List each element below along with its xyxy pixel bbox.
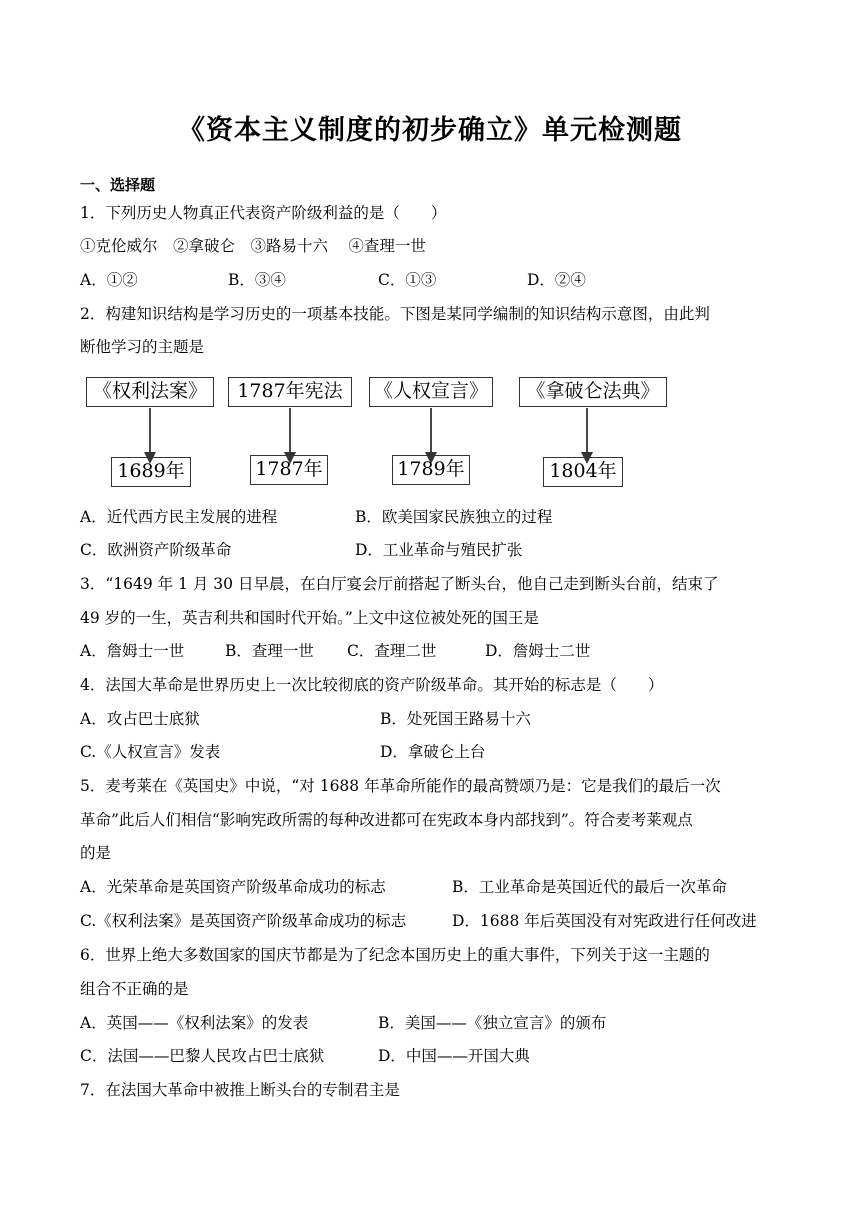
question-6-option-c: C．法国——巴黎人民攻占巴士底狱 [80, 1047, 325, 1065]
question-3-option-c: C．查理二世 [347, 642, 437, 660]
question-6-option-b: B．美国——《独立宣言》的颁布 [378, 1014, 607, 1032]
question-1-option-a: A．①② [80, 271, 138, 289]
arrow-down-icon [580, 408, 594, 464]
question-2-stem-line-2: 断他学习的主题是 [80, 338, 205, 356]
question-1-option-d: D．②④ [527, 271, 586, 289]
section-heading: 一、选择题 [80, 176, 156, 194]
page-title: 《资本主义制度的初步确立》单元检测题 [178, 115, 682, 146]
question-3-option-d: D．詹姆士二世 [485, 642, 591, 660]
question-6-stem-line-1: 6．世界上绝大多数国家的国庆节都是为了纪念本国历史上的重大事件，下列关于这一主题的 [80, 946, 710, 964]
question-4-stem: 4．法国大革命是世界历史上一次比较彻底的资产阶级革命。其开始的标志是（ ） [80, 676, 664, 694]
question-2-option-b: B．欧美国家民族独立的过程 [355, 508, 553, 526]
question-2-option-d: D．工业革命与殖民扩张 [355, 541, 523, 559]
diagram-year-1789: 1789年 [392, 455, 470, 485]
question-6-stem-line-2: 组合不正确的是 [80, 980, 189, 998]
question-5-option-c: C.《权利法案》是英国资产阶级革命成功的标志 [80, 912, 407, 930]
question-5-stem-line-3: 的是 [80, 844, 112, 862]
question-3-stem-line-2: 49 岁的一生，英吉利共和国时代开始。”上文中这位被处死的国王是 [80, 609, 539, 627]
question-5-stem-line-1: 5．麦考莱在《英国史》中说，“对 1688 年革命所能作的最高赞颂乃是：它是我们的最后一次 [80, 777, 721, 795]
question-3-option-b: B．查理一世 [225, 642, 314, 660]
question-1-option-c: C．①③ [378, 271, 437, 289]
question-1-stem: 1．下列历史人物真正代表资产阶级利益的是（ ） [80, 204, 447, 222]
question-5-stem-line-2: 革命”此后人们相信“影响宪政所需的每种改进都可在宪政本身内部找到”。符合麦考莱观点 [80, 811, 693, 829]
diagram-year-1689: 1689年 [111, 457, 191, 487]
question-6-option-d: D．中国——开国大典 [378, 1047, 530, 1065]
diagram-box-bill-of-rights: 《权利法案》 [86, 377, 214, 407]
arrow-down-icon [143, 408, 157, 464]
question-1-items: ①克伦威尔 ②拿破仑 ③路易十六 ④查理一世 [80, 237, 426, 255]
question-1-option-b: B．③④ [228, 271, 286, 289]
question-2-option-a: A．近代西方民主发展的进程 [80, 508, 278, 526]
question-4-option-c: C.《人权宣言》发表 [80, 743, 221, 761]
question-5-option-d: D．1688 年后英国没有对宪政进行任何改进 [452, 912, 757, 930]
diagram-box-declaration-of-rights: 《人权宣言》 [369, 377, 493, 407]
question-2-option-c: C．欧洲资产阶级革命 [80, 541, 232, 559]
question-4-option-d: D．拿破仑上台 [380, 743, 486, 761]
question-4-option-a: A．攻占巴士底狱 [80, 710, 200, 728]
question-5-option-a: A．光荣革命是英国资产阶级革命成功的标志 [80, 878, 386, 896]
diagram-year-1804: 1804年 [543, 457, 623, 487]
knowledge-structure-diagram [86, 374, 686, 490]
question-3-stem-line-1: 3．“1649 年 1 月 30 日早晨，在白厅宴会厅前搭起了断头台，他自己走到断头台前，结束了 [80, 575, 719, 593]
question-6-option-a: A．英国——《权利法案》的发表 [80, 1014, 309, 1032]
question-4-option-b: B．处死国王路易十六 [380, 710, 531, 728]
question-7-stem: 7．在法国大革命中被推上断头台的专制君主是 [80, 1081, 400, 1099]
diagram-box-1787-constitution: 1787年宪法 [228, 377, 352, 407]
diagram-box-napoleonic-code: 《拿破仑法典》 [519, 377, 667, 407]
question-3-option-a: A．詹姆士一世 [80, 642, 185, 660]
question-5-option-b: B．工业革命是英国近代的最后一次革命 [452, 878, 727, 896]
diagram-year-1787: 1787年 [250, 455, 328, 485]
question-2-stem-line-1: 2．构建知识结构是学习历史的一项基本技能。下图是某同学编制的知识结构示意图，由此判 [80, 305, 710, 323]
